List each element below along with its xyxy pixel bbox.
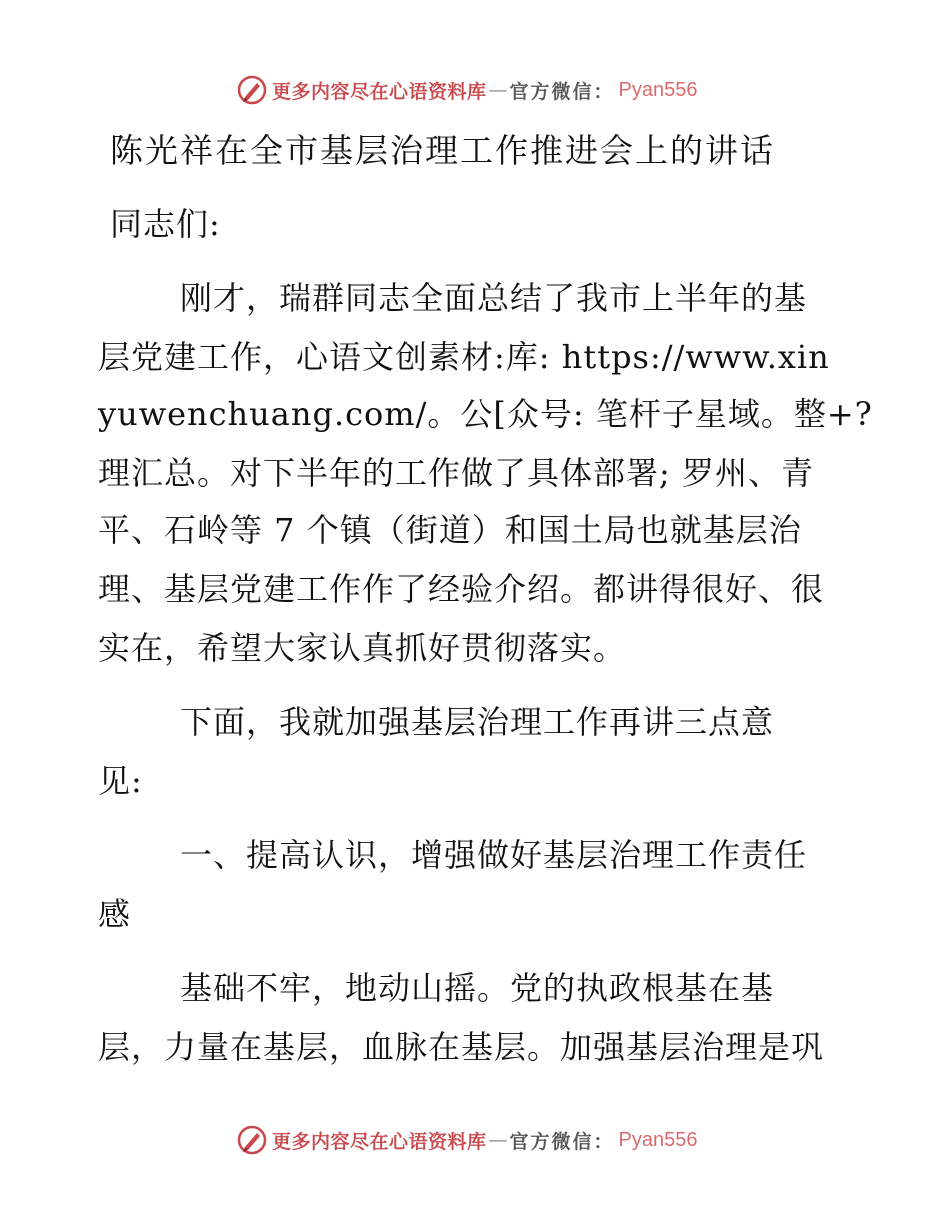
section-heading: 一、提高认识，增强做好基层治理工作责任 [180, 836, 808, 874]
watermark-separator: — [488, 1129, 508, 1151]
pen-logo-icon [236, 74, 268, 106]
salutation: 同志们: [110, 205, 221, 243]
document-title: 陈光祥在全市基层治理工作推进会上的讲话 [110, 131, 775, 170]
watermark-header [236, 73, 698, 107]
paragraph-line: 层，力量在基层，血脉在基层。加强基层治理是巩 [98, 1028, 825, 1066]
section-heading: 感 [98, 895, 132, 933]
paragraph-line: 实在，希望大家认真抓好贯彻落实。 [98, 629, 627, 667]
paragraph-line: yuwenchuang.com/。公[众号: 笔杆子星域。整+? [98, 395, 873, 433]
watermark-separator: — [488, 79, 508, 101]
paragraph-line: 下面，我就加强基层治理工作再讲三点意 [180, 703, 775, 741]
watermark-footer [236, 1123, 698, 1157]
watermark-id: Pyan556 [618, 1128, 698, 1151]
paragraph-line: 见: [98, 762, 143, 800]
watermark-label: 官方微信： [509, 1130, 615, 1153]
paragraph-line: 理、基层党建工作作了经验介绍。都讲得很好、很 [98, 570, 825, 608]
paragraph-line: 层党建工作，心语文创素材:库: https://www.xin [98, 338, 830, 376]
paragraph-line: 刚才，瑞群同志全面总结了我市上半年的基 [180, 279, 808, 317]
watermark-text: 更多内容尽在心语资料库 [272, 80, 487, 103]
watermark-id: Pyan556 [618, 78, 698, 101]
paragraph-line: 理汇总。对下半年的工作做了具体部署; 罗州、青 [98, 454, 814, 492]
watermark-text: 更多内容尽在心语资料库 [272, 1130, 487, 1153]
paragraph-line: 基础不牢，地动山摇。党的执政根基在基 [180, 969, 775, 1007]
pen-logo-icon [236, 1124, 268, 1156]
paragraph-line: 平、石岭等 7 个镇（街道）和国土局也就基层治 [98, 511, 802, 549]
watermark-label: 官方微信： [509, 80, 615, 103]
